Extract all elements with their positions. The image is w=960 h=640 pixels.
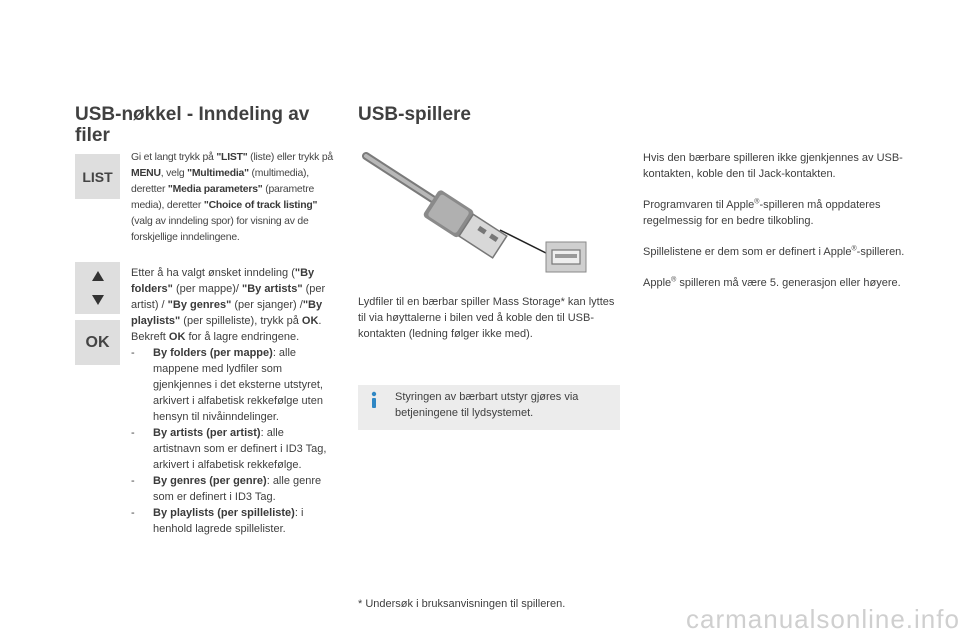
select-run: . xyxy=(318,315,322,327)
list-desc: : i henhold lagrede spillelister. xyxy=(153,507,304,535)
intro-run: "Multimedia" xyxy=(187,168,249,179)
select-run: "By artists" xyxy=(241,283,303,295)
intro-run: , velg xyxy=(160,168,188,179)
select-run: Etter å ha valgt ønsket inndeling ( xyxy=(131,267,295,279)
right-p1: Hvis den bærbare spilleren ikke gjenkjennes av USB-kontakten, koble den til Jack-kontakten. xyxy=(643,152,903,180)
list-item xyxy=(131,345,331,425)
intro-run: (parametre media), deretter xyxy=(131,184,315,211)
list-desc: : alle mappene med lydfiler som gjenkjennes i det eksterne utstyret, arkivert i alfabetisk rekkefølge uten hensyn til nivåinndelinger. xyxy=(153,347,323,423)
list-term: By playlists (per spilleliste) xyxy=(153,507,295,519)
list-item-text xyxy=(153,345,331,425)
arrow-keys xyxy=(75,262,120,314)
info-text: Styringen av bærbart utstyr gjøres via betjeningene til lydsystemet. xyxy=(395,391,579,419)
watermark: carmanualsonline.info xyxy=(686,604,960,634)
list-dash: - xyxy=(131,475,135,487)
left-title-line1: USB-nøkkel - Inndeling av xyxy=(75,104,310,125)
list-desc: : alle artistnavn som er definert i ID3 Tag, arkivert i alfabetisk rekkefølge. xyxy=(153,427,327,471)
select-run: (per mappe)/ xyxy=(172,283,242,295)
list-term: By folders (per mappe) xyxy=(153,347,273,359)
list-item xyxy=(131,473,331,505)
list-dash: - xyxy=(131,507,135,519)
right-p2: Programvaren til Apple®-spilleren må oppdateres regelmessig for en bedre tilkobling. xyxy=(643,198,881,227)
list-item xyxy=(131,425,331,473)
confirm-run: OK xyxy=(168,331,186,343)
footnote: * Undersøk i bruksanvisningen til spilleren. xyxy=(358,598,566,610)
list-item xyxy=(131,505,331,537)
select-run: (per spilleliste), trykk på xyxy=(180,315,302,327)
right-column xyxy=(643,150,905,291)
right-p3: Spillelistene er dem som er definert i Apple®-spilleren. xyxy=(643,245,905,258)
intro-run: (liste) eller trykk på xyxy=(247,152,333,163)
info-icon xyxy=(366,391,382,409)
left-body xyxy=(131,265,331,537)
list-term: By artists (per artist) xyxy=(153,427,261,439)
bullet-list xyxy=(131,345,331,537)
middle-lead: Lydfiler til en bærbar spiller Mass Storage* kan lyttes til via høyttalerne i bilen ved å koble den til USB-kontakten (ledning følger ikke med). xyxy=(358,296,615,340)
select-run: (per sjanger) / xyxy=(231,299,303,311)
confirm-run: Bekreft xyxy=(131,331,169,343)
left-title-line2: filer xyxy=(75,125,110,146)
intro-run: (multimedia), deretter xyxy=(131,168,309,195)
select-run: OK xyxy=(301,315,319,327)
list-desc: : alle genre som er definert i ID3 Tag. xyxy=(153,475,322,503)
intro-run: "Choice of track listing" xyxy=(203,200,318,211)
list-dash: - xyxy=(131,427,135,439)
select-run: "By folders" xyxy=(131,267,315,295)
list-term: By genres (per genre) xyxy=(153,475,267,487)
select-run: "By playlists" xyxy=(131,299,323,327)
intro-text xyxy=(131,150,341,246)
left-title xyxy=(75,104,345,146)
up-down-arrows-icon xyxy=(91,268,105,308)
list-item-text xyxy=(153,473,331,505)
select-run: "By genres" xyxy=(167,299,232,311)
intro-run: MENU xyxy=(131,168,161,179)
usb-plug-illustration xyxy=(360,150,590,275)
list-item-text xyxy=(153,505,331,537)
list-item-text xyxy=(153,425,331,473)
confirm-run: for å lagre endringene. xyxy=(185,331,300,343)
intro-run: "Media parameters" xyxy=(167,184,263,195)
intro-run: (valg av inndeling spor) for visning av de forskjellige inndelingene. xyxy=(131,216,309,243)
confirm-text xyxy=(131,329,331,345)
select-run: (per artist) / xyxy=(131,283,326,311)
list-dash: - xyxy=(131,347,135,359)
intro-run: Gi et langt trykk på xyxy=(131,152,217,163)
right-p4: Apple® spilleren må være 5. generasjon eller høyere. xyxy=(643,276,901,289)
info-box xyxy=(358,385,620,430)
list-key: LIST xyxy=(75,154,120,199)
ok-key: OK xyxy=(75,320,120,365)
intro-run: "LIST" xyxy=(216,152,248,163)
middle-title: USB-spillere xyxy=(358,104,471,125)
select-text xyxy=(131,265,331,329)
